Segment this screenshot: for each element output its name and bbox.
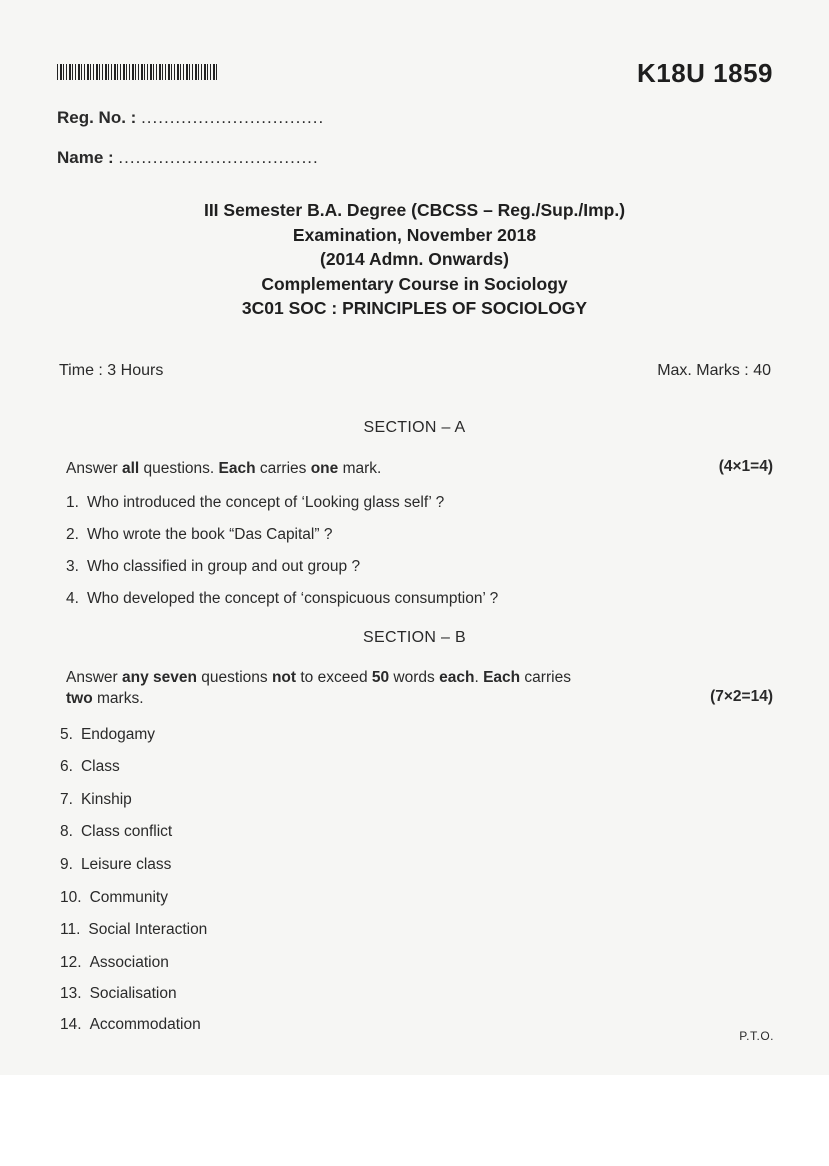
section-b-instructions: Answer any seven questions not to exceed 50 words each. Each carries two marks. <box>66 669 571 707</box>
semester-line: III Semester B.A. Degree (CBCSS – Reg./Sup./Imp.) <box>203 200 626 220</box>
pto-label: P.T.O. <box>739 1029 774 1043</box>
paper-code: K18U 1859 <box>636 58 773 88</box>
section-a-title: SECTION – A <box>363 419 466 436</box>
question-8: 8. Class conflict <box>60 823 173 840</box>
reg-no-label: Reg. No. : <box>57 108 137 127</box>
reg-no-dots: ................................ <box>141 108 325 127</box>
barcode <box>57 64 217 80</box>
question-3: 3. Who classified in group and out group ? <box>66 558 361 575</box>
name-dots: ................................... <box>118 148 319 167</box>
question-10: 10. Community <box>60 889 168 906</box>
question-11: 11. Social Interaction <box>60 921 208 938</box>
question-13: 13. Socialisation <box>60 985 177 1002</box>
section-b-allocation: (7×2=14) <box>710 688 773 705</box>
question-4: 4. Who developed the concept of ‘conspicuous consumption’ ? <box>66 590 499 607</box>
section-a-allocation: (4×1=4) <box>718 458 773 475</box>
name-field <box>57 148 319 168</box>
question-9: 9. Leisure class <box>60 856 172 873</box>
question-14: 14. Accommodation <box>60 1016 201 1033</box>
question-7: 7. Kinship <box>60 791 132 808</box>
course-line: Complementary Course in Sociology <box>261 273 568 294</box>
question-5: 5. Endogamy <box>60 726 156 743</box>
question-1: 1. Who introduced the concept of ‘Looking glass self’ ? <box>66 494 445 511</box>
max-marks-label: Max. Marks : 40 <box>657 362 771 379</box>
admn-line: (2014 Admn. Onwards) <box>320 249 509 269</box>
exam-title-block <box>0 198 829 321</box>
paper-line: 3C01 SOC : PRINCIPLES OF SOCIOLOGY <box>241 298 588 318</box>
name-label: Name : <box>57 148 114 167</box>
question-12: 12. Association <box>60 954 169 971</box>
section-a-instructions: Answer all questions. Each carries one mark. <box>66 460 382 477</box>
reg-no-field <box>57 108 324 128</box>
question-6: 6. Class <box>60 758 120 775</box>
question-2: 2. Who wrote the book “Das Capital” ? <box>66 526 333 543</box>
exam-line: Examination, November 2018 <box>292 224 537 245</box>
section-b-title: SECTION – B <box>363 629 466 646</box>
time-label: Time : 3 Hours <box>59 362 164 379</box>
